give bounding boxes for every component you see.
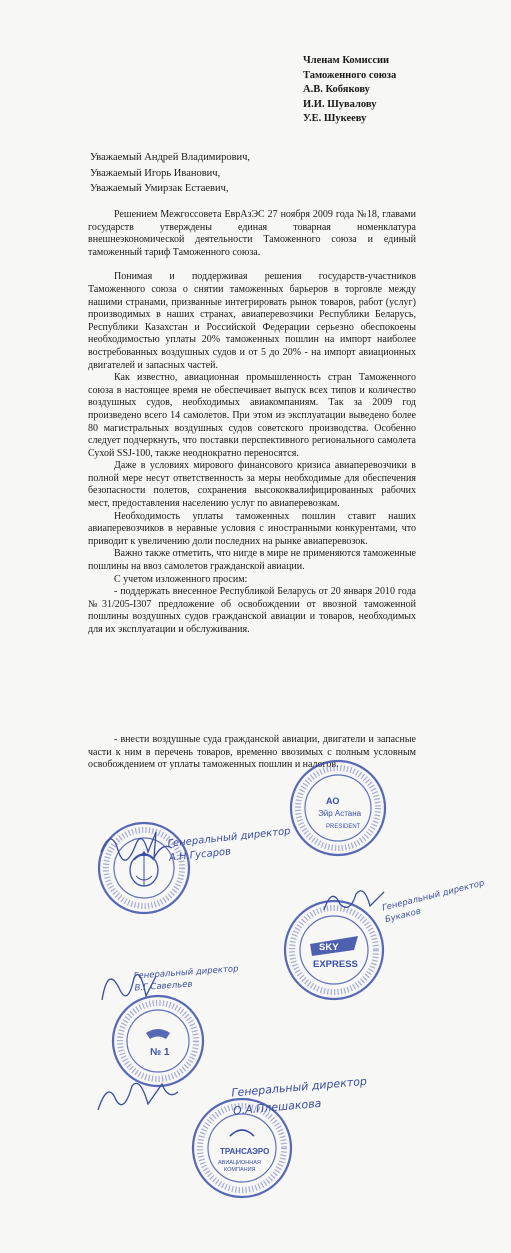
addressee-line: У.Е. Шукееву xyxy=(303,113,367,124)
signature-scribble xyxy=(320,880,390,920)
addressee-line: А.В. Кобякову xyxy=(303,84,370,95)
paragraph: Как известно, авиационная промышленность стран Таможенного союза в настоящее время не обеспечивает выпуск всех типов и количество воздушных судов, необходимых авиакомпаниям. Так за 2009 год произведено всего 14 самолетов. При этом из эксплуатации выведено более 80 магистральных воздушных судов советского производства. Особенно следует подчеркнуть, что поставки перспективного регионального самолета Сухой SSJ-100, также неоднократно переносятся. xyxy=(88,372,416,459)
paragraph: Решением Межгоссовета ЕврАзЭС 27 ноября 2009 года №18, главами государств утверждены единая товарная номенклатура внешнеэкономической деятельности Таможенного союза и единый таможенный тариф Таможенного союза. xyxy=(88,209,416,258)
signature-1: Генеральный директор А.Н.Гусаров xyxy=(167,825,292,864)
paragraph: Необходимость уплаты таможенных пошлин ставит наших авиаперевозчиков в неравные условия с иностранными конкурентами, что приводит к увеличению доли последних на рынке авиаперевозок. xyxy=(88,510,416,547)
paragraph: Важно также отметить, что нигде в мире не применяются таможенные пошлины на ввоз самолетов гражданской авиации. xyxy=(88,548,416,573)
signature-2: Генеральный директор Букаков xyxy=(381,878,486,926)
addressee-line: Членам Комиссии xyxy=(303,55,390,66)
paragraph: - поддержать внесенное Республикой Беларусь от 20 января 2010 года №31/205-I307 предложение об освобождении от ввозной таможенной пошлины воздушных судов гражданской авиации и товаров, необходимых для их эксплуатации и обслуживания. xyxy=(88,586,416,635)
addressee-block xyxy=(303,54,503,127)
paragraph: Понимая и поддерживая решения государств-участников Таможенного союза о снятии таможенных барьеров в торговле между нашими странами, призванные интегрировать рынок товаров, работ (услуг) производимых в наших странах, авиаперевозчики Республики Беларусь, Республики Казахстан и Российской Федерации серьезно обеспокоены необходимостью уплаты 20% таможенных пошлин на импорт наиболее востребованных воздушных судов и от 5 до 20% - на импорт авиационных двигателей и запасных частей. xyxy=(88,271,416,371)
letter-body xyxy=(88,209,416,637)
svg-text:SKY: SKY xyxy=(319,942,339,953)
svg-text:КОМПАНИЯ: КОМПАНИЯ xyxy=(224,1167,256,1173)
svg-text:PRESIDENT: PRESIDENT xyxy=(326,824,361,830)
svg-text:EXPRESS: EXPRESS xyxy=(313,959,358,970)
greeting-line: Уважаемый Умирзак Естаевич, xyxy=(90,183,229,194)
svg-text:АО: АО xyxy=(326,796,340,806)
signature-3: Генеральный директор В.Г.Савельев xyxy=(133,964,239,994)
greeting-line: Уважаемый Игорь Иванович, xyxy=(90,167,221,179)
svg-text:Эйр Астана: Эйр Астана xyxy=(318,809,362,818)
svg-text:№ 1: № 1 xyxy=(150,1047,170,1058)
signature-4: Генеральный директор О.А.Плешакова xyxy=(230,1074,368,1118)
greeting-block xyxy=(90,150,420,197)
addressee-line: Таможенного союза xyxy=(303,69,397,81)
paragraph: - внести воздушные суда гражданской авиации, двигатели и запасные части к ним в перечень товаров, временно ввозимых с полным условным освобождением от уплаты таможенных пошлин и налогов. xyxy=(88,734,416,771)
signature-scribble xyxy=(96,822,176,872)
paragraph: Даже в условиях мирового финансового кризиса авиаперевозчики в полной мере несут ответственность за меры необходимые для обеспечения безопасности полетов, сохранения высококвалифицированных рабочих мест, предоставления населению услуг по авиаперевозкам. xyxy=(88,460,416,510)
greeting-line: Уважаемый Андрей Владимирович, xyxy=(90,152,251,163)
paragraph: С учетом изложенного просим: xyxy=(114,573,248,585)
svg-text:АВИАЦИОННАЯ: АВИАЦИОННАЯ xyxy=(218,1160,261,1166)
addressee-line: И.И. Шувалову xyxy=(303,98,377,110)
signature-scribble xyxy=(92,1070,182,1120)
svg-text:ТРАНСАЭРО: ТРАНСАЭРО xyxy=(220,1147,270,1156)
